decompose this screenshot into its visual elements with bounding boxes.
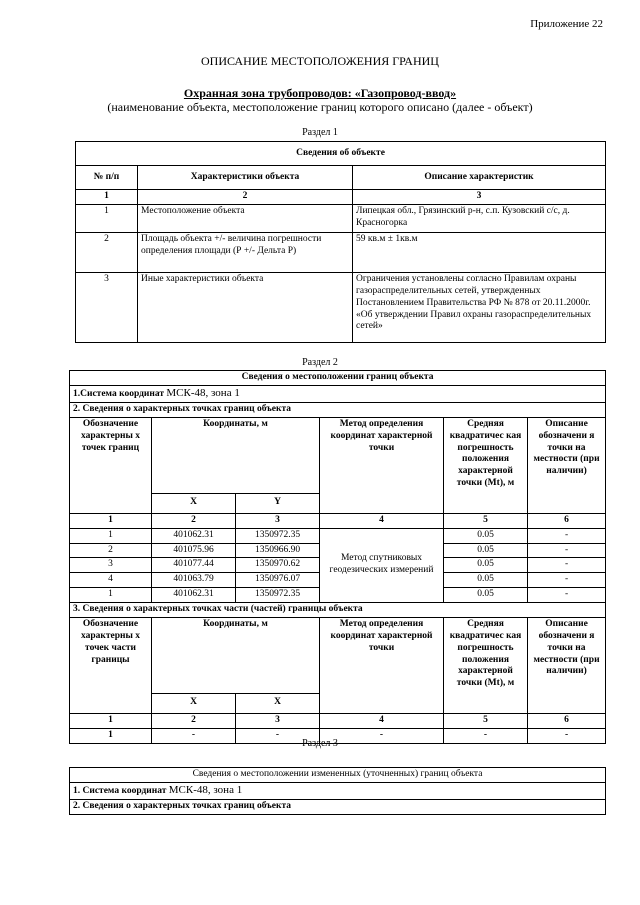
page-title: ОПИСАНИЕ МЕСТОПОЛОЖЕНИЯ ГРАНИЦ: [201, 54, 439, 68]
col-number: 4: [320, 713, 444, 728]
col-number: 6: [528, 713, 606, 728]
point-desc: -: [528, 543, 606, 558]
row-desc: Липецкая обл., Грязинский р-н, с.п. Кузовский с/с, д. Красногорка: [353, 204, 606, 232]
col-header-num: № п/п: [76, 166, 138, 190]
coord-system-value: МСК-48, зона 1: [168, 783, 243, 796]
section3-table-title: Сведения о местоположении измененных (уточненных) границ объекта: [70, 768, 606, 783]
point-mt: 0.05: [444, 558, 528, 573]
point-y: 1350970.62: [236, 558, 320, 573]
coord-system-label: 1.Система координат: [73, 388, 165, 399]
row-char: Иные характеристики объекта: [138, 272, 353, 342]
section2-table: [69, 370, 606, 744]
row-char: Местоположение объекта: [138, 204, 353, 232]
point-y: 1350972.35: [236, 528, 320, 543]
table-row: [76, 232, 606, 272]
table-row: [70, 528, 606, 543]
col-header-char: Характеристики объекта: [138, 166, 353, 190]
col-number: 4: [320, 513, 444, 528]
col-number: 2: [152, 713, 236, 728]
point-x: 401075.96: [152, 543, 236, 558]
appendix-label: Приложение 22: [530, 18, 603, 30]
col-number: 2: [152, 513, 236, 528]
col-number: 6: [528, 513, 606, 528]
row-char: Площадь объекта +/- величина погрешности определения площади (Р +/- Дельта Р): [138, 232, 353, 272]
point-id: 1: [70, 528, 152, 543]
part3-title: 3. Сведения о характерных точках части (частей) границы объекта: [70, 603, 606, 618]
coord-system-value: МСК-48, зона 1: [166, 386, 240, 399]
section1-label: Раздел 1: [302, 127, 338, 138]
point-desc: -: [528, 573, 606, 588]
coord-system-label: 1. Система координат: [73, 785, 167, 796]
col-number: 3: [236, 713, 320, 728]
col-number: 2: [138, 190, 353, 205]
coord-system-row: [70, 782, 606, 799]
col-number: 1: [70, 713, 152, 728]
point-mt: 0.05: [444, 528, 528, 543]
part-point-mt: -: [444, 728, 528, 743]
header-point: Обозначение характерны х точек границ: [70, 417, 152, 513]
row-num: 1: [76, 204, 138, 232]
part-point-id: 1: [70, 728, 152, 743]
point-mt: 0.05: [444, 573, 528, 588]
point-desc: -: [528, 588, 606, 603]
point-desc: -: [528, 528, 606, 543]
header-point: Обозначение характерны х точек части границы: [70, 617, 152, 713]
point-mt: 0.05: [444, 543, 528, 558]
point-id: 3: [70, 558, 152, 573]
point-desc: -: [528, 558, 606, 573]
row-num: 3: [76, 272, 138, 342]
point-x: 401062.31: [152, 528, 236, 543]
row-desc: 59 кв.м ± 1кв.м: [353, 232, 606, 272]
part-point-desc: -: [528, 728, 606, 743]
header-y: Y: [236, 493, 320, 513]
point-x: 401063.79: [152, 573, 236, 588]
section3-table: [69, 767, 606, 815]
point-y: 1350966.90: [236, 543, 320, 558]
header-error: Средняя квадратичес кая погрешность положения характерной точки (Mt), м: [444, 617, 528, 713]
header-x: X: [152, 693, 236, 713]
col-number: 1: [76, 190, 138, 205]
point-id: 1: [70, 588, 152, 603]
col-number: 3: [353, 190, 606, 205]
header-coords: Координаты, м: [152, 617, 320, 693]
row-num: 2: [76, 232, 138, 272]
section3-label: Раздел 3: [302, 738, 338, 749]
header-desc: Описание обозначени я точки на местности (при наличии): [528, 617, 606, 713]
object-name: Охранная зона трубопроводов: «Газопровод-ввод»: [183, 86, 457, 100]
section2-label: Раздел 2: [302, 357, 338, 368]
part-point-method: -: [320, 728, 444, 743]
section2-table-title: Сведения о местоположении границ объекта: [70, 371, 606, 386]
header-method: Метод определения координат характерной точки: [320, 417, 444, 513]
col-number: 3: [236, 513, 320, 528]
part2-title: 2. Сведения о характерных точках границ объекта: [70, 799, 606, 814]
point-id: 2: [70, 543, 152, 558]
part-point-x: -: [152, 728, 236, 743]
table-row: [76, 204, 606, 232]
table-row: [76, 272, 606, 342]
part-point-y: -: [236, 728, 320, 743]
col-number: 5: [444, 713, 528, 728]
point-id: 4: [70, 573, 152, 588]
part2-title: 2. Сведения о характерных точках границ объекта: [70, 402, 606, 417]
point-x: 401077.44: [152, 558, 236, 573]
header-x: X: [152, 493, 236, 513]
point-y: 1350976.07: [236, 573, 320, 588]
header-desc: Описание обозначени я точки на местности (при наличии): [528, 417, 606, 513]
method-value: Метод спутниковых геодезических измерений: [320, 528, 444, 602]
section1-table: [75, 141, 606, 343]
point-mt: 0.05: [444, 588, 528, 603]
section1-table-title: Сведения об объекте: [76, 142, 606, 166]
coord-system-row: [70, 385, 606, 402]
col-header-desc: Описание характеристик: [353, 166, 606, 190]
header-error: Средняя квадратичес кая погрешность положения характерной точки (Mt), м: [444, 417, 528, 513]
header-coords: Координаты, м: [152, 417, 320, 493]
header-y: X: [236, 693, 320, 713]
row-desc: Ограничения установлены согласно Правилам охраны газораспределительных сетей, утвержденных Постановлением Правительства РФ № 878 от 20.11.2000г. «Об утверждении Правил охраны газораспределительных сетей»: [353, 272, 606, 342]
header-method: Метод определения координат характерной точки: [320, 617, 444, 713]
object-note: (наименование объекта, местоположение границ которого описано (далее - объект): [107, 100, 533, 114]
col-number: 1: [70, 513, 152, 528]
col-number: 5: [444, 513, 528, 528]
point-x: 401062.31: [152, 588, 236, 603]
point-y: 1350972.35: [236, 588, 320, 603]
